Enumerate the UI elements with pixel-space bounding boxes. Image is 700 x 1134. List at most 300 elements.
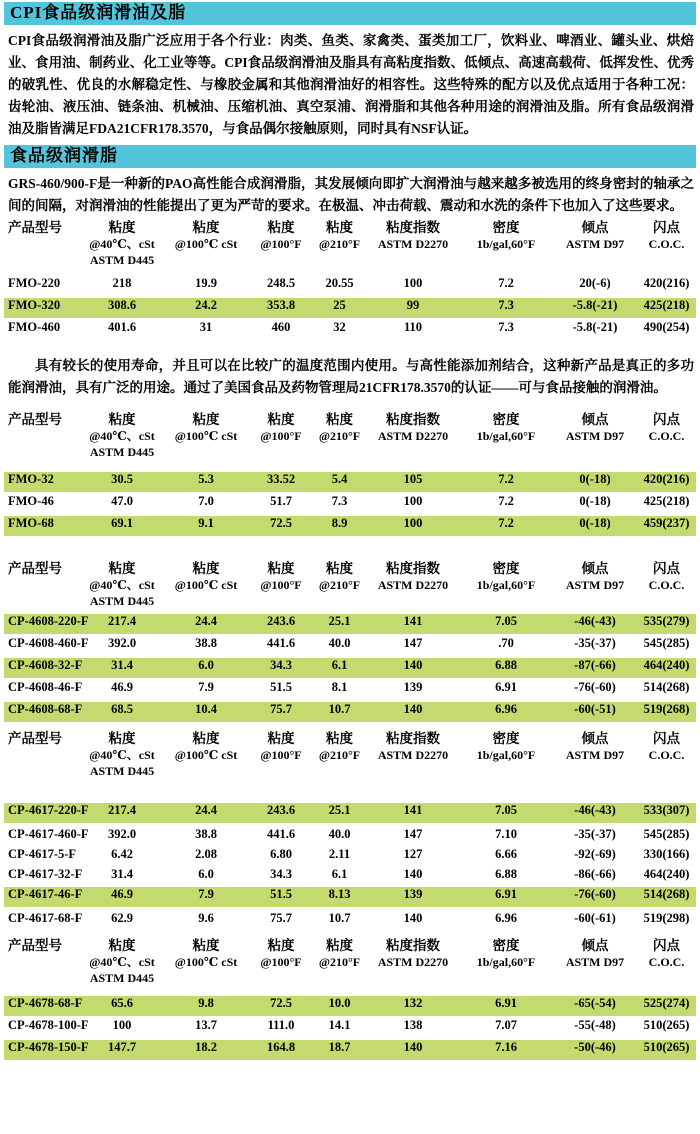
column-header — [637, 560, 696, 593]
value-cell: 38.8 — [195, 827, 217, 841]
table-row — [4, 867, 696, 886]
value-cell: 490(254) — [643, 320, 690, 334]
value-cell: -87(-66) — [574, 658, 616, 672]
value-cell: 19.9 — [195, 276, 217, 290]
column-header-unit: ASTM D97 — [565, 578, 625, 592]
value-cell: 7.3 — [331, 494, 348, 508]
column-header-unit: @100°F — [260, 748, 302, 762]
table-cp-4608-series — [4, 560, 696, 722]
table-fmo-light-grades — [4, 411, 696, 536]
value-cell: 46.9 — [111, 680, 133, 694]
value-cell: 6.91 — [495, 887, 517, 901]
product-model-cell: CP-4678-68-F — [8, 996, 83, 1010]
table-body — [4, 614, 696, 722]
table-row — [4, 803, 696, 823]
column-header — [82, 411, 162, 460]
column-header — [459, 730, 553, 763]
column-header — [162, 219, 250, 252]
column-header-title: 粘度 — [192, 412, 220, 427]
column-header-unit: ASTM D2270 — [377, 237, 449, 251]
table-row — [4, 1018, 696, 1038]
column-header-unit: @40℃、cSt — [89, 578, 155, 592]
column-header-title: 粘度 — [326, 412, 353, 427]
value-cell: 140 — [403, 702, 423, 716]
table-row — [4, 636, 696, 656]
column-header-unit: 1b/gal,60°F — [476, 429, 536, 443]
value-cell: 7.2 — [498, 472, 514, 486]
value-cell: 7.05 — [495, 803, 517, 817]
value-cell: 420(216) — [643, 472, 690, 486]
value-cell: 18.2 — [195, 1040, 217, 1054]
column-header-title: 粘度 — [108, 731, 136, 746]
column-header-unit: ASTM D2270 — [377, 955, 449, 969]
value-cell: 111.0 — [267, 1018, 295, 1032]
value-cell: 25.1 — [328, 803, 351, 817]
value-cell: 72.5 — [270, 996, 292, 1010]
column-header-unit: @210°F — [318, 578, 361, 592]
column-header — [250, 219, 312, 252]
product-model-cell: CP-4617-68-F — [8, 911, 83, 925]
value-cell: 99 — [406, 298, 420, 312]
value-cell: 514(268) — [643, 680, 690, 694]
intro-paragraph: CPI食品级润滑油及脂广泛应用于各个行业：肉类、鱼类、家禽类、蛋类加工厂，饮料业、啤酒业、罐头业、烘焙业、食用油、制药业、化工业等等。CPI食品级润滑油及脂具有高粘度指数、低倾点、高速高载荷、低挥发性、优秀的破乳性、优良的水解稳定性、与橡胶金属和其他润滑油好的相容性。这些特殊的配方以及优点适用于各种工况：齿轮油、液压油、链条油、机械油、压缩机油、真空泵浦、润滑脂和其他各种用途的润滑油及脂。所有食品级润滑油及脂皆满足FDA21CFR178.3570，与食品偶尔接触原则，同时具有NSF认证。 — [8, 33, 694, 136]
table-row — [4, 614, 696, 634]
table-row — [4, 320, 696, 340]
product-model-cell: CP-4617-460-F — [8, 827, 89, 841]
value-cell: 51.5 — [270, 887, 292, 901]
value-cell: 217.4 — [107, 614, 137, 628]
column-header-title: 粘度 — [267, 731, 295, 746]
product-model-cell: CP-4678-100-F — [8, 1018, 89, 1032]
column-header — [553, 411, 637, 444]
table-row — [4, 702, 696, 722]
value-cell: 24.4 — [195, 614, 217, 628]
value-cell: 533(307) — [643, 803, 690, 817]
value-cell: 7.9 — [198, 887, 214, 901]
column-header — [162, 560, 250, 593]
table-row — [4, 298, 696, 318]
column-header-unit: 1b/gal,60°F — [476, 237, 536, 251]
value-cell: -65(-54) — [574, 996, 616, 1010]
column-header-title: 粘度指数 — [386, 220, 440, 235]
table-row — [4, 276, 696, 296]
value-cell: 38.8 — [195, 636, 217, 650]
value-cell: -55(-48) — [574, 1018, 616, 1032]
value-cell: 392.0 — [107, 636, 137, 650]
value-cell: 6.0 — [198, 867, 214, 881]
value-cell: 510(265) — [643, 1040, 690, 1054]
value-cell: 2.08 — [195, 847, 217, 861]
column-header-unit: @100℃ cSt — [174, 429, 238, 443]
value-cell: 7.07 — [495, 1018, 517, 1032]
value-cell: 100 — [403, 516, 423, 530]
column-header — [637, 937, 696, 970]
value-cell: 7.2 — [498, 276, 514, 290]
column-header-model-label: 产品型号 — [8, 561, 62, 576]
value-cell: -35(-37) — [574, 636, 616, 650]
value-cell: 392.0 — [107, 827, 137, 841]
column-header — [553, 560, 637, 593]
value-cell: 519(268) — [643, 702, 690, 716]
value-cell: 545(285) — [643, 827, 690, 841]
table-row — [4, 911, 696, 931]
product-model-cell: CP-4617-32-F — [8, 867, 83, 881]
value-cell: 10.0 — [328, 996, 351, 1010]
value-cell: 75.7 — [270, 702, 292, 716]
value-cell: 10.7 — [328, 702, 351, 716]
value-cell: 425(218) — [643, 298, 690, 312]
column-header-title: 粘度 — [326, 220, 353, 235]
value-cell: 6.88 — [495, 658, 517, 672]
value-cell: 69.1 — [111, 516, 133, 530]
column-header-title: 粘度 — [192, 731, 220, 746]
value-cell: 10.7 — [328, 911, 351, 925]
column-header — [162, 937, 250, 970]
column-header — [250, 937, 312, 970]
column-header-model-label: 产品型号 — [8, 412, 62, 427]
column-header-unit: C.O.C. — [648, 237, 685, 251]
column-header — [459, 560, 553, 593]
column-header-unit: @210°F — [318, 748, 361, 762]
column-header-model — [4, 937, 82, 954]
column-header-unit: C.O.C. — [648, 578, 685, 592]
value-cell: -35(-37) — [574, 827, 616, 841]
product-model-cell: FMO-220 — [8, 276, 61, 290]
column-header-title: 粘度 — [267, 561, 295, 576]
column-header-title: 倾点 — [581, 731, 609, 746]
value-cell: 34.3 — [270, 867, 292, 881]
value-cell: 464(240) — [643, 658, 690, 672]
value-cell: 10.4 — [195, 702, 217, 716]
value-cell: 401.6 — [107, 320, 137, 334]
column-header-method: ASTM D445 — [89, 445, 155, 459]
column-header-title: 密度 — [492, 731, 520, 746]
column-header — [82, 730, 162, 779]
column-header — [312, 219, 367, 252]
value-cell: 18.7 — [328, 1040, 351, 1054]
product-model-cell: FMO-32 — [8, 472, 54, 486]
table-row — [4, 494, 696, 514]
value-cell: 31.4 — [111, 658, 133, 672]
column-header-unit: ASTM D2270 — [377, 429, 449, 443]
column-header-title: 闪点 — [653, 220, 680, 235]
column-header-title: 倾点 — [581, 220, 609, 235]
value-cell: 147 — [403, 827, 423, 841]
column-header-unit: @40℃、cSt — [89, 237, 155, 251]
value-cell: 459(237) — [643, 516, 690, 530]
column-header-title: 粘度指数 — [386, 561, 440, 576]
value-cell: 8.1 — [331, 680, 348, 694]
value-cell: 8.9 — [331, 516, 348, 530]
column-header-unit: @100℃ cSt — [174, 578, 238, 592]
value-cell: .70 — [498, 636, 514, 650]
value-cell: 6.0 — [198, 658, 214, 672]
value-cell: 100 — [403, 494, 423, 508]
value-cell: 25 — [333, 298, 346, 312]
value-cell: 7.9 — [198, 680, 214, 694]
column-header-unit: @100℃ cSt — [174, 955, 238, 969]
table-fmo-heavy-grades — [4, 219, 696, 340]
column-header-title: 粘度 — [326, 938, 353, 953]
value-cell: 24.4 — [195, 803, 217, 817]
value-cell: 353.8 — [266, 298, 296, 312]
column-header-method: ASTM D445 — [89, 253, 155, 267]
value-cell: 138 — [403, 1018, 423, 1032]
value-cell: 460 — [271, 320, 291, 334]
value-cell: -86(-66) — [574, 867, 616, 881]
value-cell: -50(-46) — [574, 1040, 616, 1054]
column-header — [312, 730, 367, 763]
column-header-title: 倾点 — [581, 561, 609, 576]
column-header-unit: ASTM D97 — [565, 748, 625, 762]
column-header — [637, 411, 696, 444]
value-cell: 243.6 — [266, 614, 296, 628]
value-cell: 34.3 — [270, 658, 292, 672]
value-cell: 218 — [112, 276, 132, 290]
column-header-title: 闪点 — [653, 561, 680, 576]
value-cell: 7.2 — [498, 516, 514, 530]
value-cell: 6.1 — [331, 867, 348, 881]
column-header — [82, 219, 162, 268]
value-cell: -60(-61) — [574, 911, 616, 925]
column-header-title: 粘度 — [192, 938, 220, 953]
value-cell: 9.8 — [198, 996, 214, 1010]
value-cell: 72.5 — [270, 516, 292, 530]
product-model-cell: FMO-68 — [8, 516, 54, 530]
table-row — [4, 516, 696, 536]
value-cell: 9.1 — [198, 516, 214, 530]
value-cell: 100 — [403, 276, 423, 290]
column-header — [367, 411, 459, 444]
table-row — [4, 847, 696, 866]
column-header-title: 粘度指数 — [386, 412, 440, 427]
product-model-cell: CP-4608-68-F — [8, 702, 83, 716]
column-header-title: 密度 — [492, 938, 520, 953]
product-model-cell: FMO-320 — [8, 298, 61, 312]
column-header-unit: @210°F — [318, 955, 361, 969]
value-cell: 46.9 — [111, 887, 133, 901]
value-cell: 2.11 — [328, 847, 351, 861]
value-cell: 68.5 — [111, 702, 133, 716]
column-header-unit: 1b/gal,60°F — [476, 748, 536, 762]
column-header — [367, 560, 459, 593]
column-header-model — [4, 411, 82, 428]
table-body — [4, 276, 696, 340]
column-header-unit: @210°F — [318, 429, 361, 443]
table-header-row — [4, 411, 696, 460]
value-cell: 51.7 — [270, 494, 292, 508]
column-header — [312, 560, 367, 593]
table-row — [4, 658, 696, 678]
column-header-title: 粘度指数 — [386, 938, 440, 953]
column-header — [162, 730, 250, 763]
value-cell: 7.0 — [198, 494, 214, 508]
value-cell: 420(216) — [643, 276, 690, 290]
table-row — [4, 680, 696, 700]
value-cell: 24.2 — [195, 298, 217, 312]
column-header — [459, 219, 553, 252]
product-model-cell: CP-4617-5-F — [8, 847, 77, 861]
table-cp-4617-series — [4, 730, 696, 931]
product-model-cell: CP-4608-32-F — [8, 658, 83, 672]
value-cell: 40.0 — [328, 636, 351, 650]
value-cell: 141 — [403, 614, 423, 628]
value-cell: 7.3 — [498, 320, 514, 334]
value-cell: -76(-60) — [574, 680, 616, 694]
value-cell: -5.8(-21) — [572, 320, 618, 334]
column-header-unit: @100°F — [260, 237, 302, 251]
value-cell: 6.88 — [495, 867, 517, 881]
fmo-note-paragraph: 具有较长的使用寿命，并且可以在比较广的温度范围内使用。与高性能添加剂结合，这种新产品是真正的多功能润滑油，具有广泛的用途。通过了美国食品及药物管理局21CFR178.3570的认证——可与食品接触的润滑油。 — [8, 358, 694, 395]
value-cell: 510(265) — [643, 1018, 690, 1032]
column-header — [459, 937, 553, 970]
value-cell: 425(218) — [643, 494, 690, 508]
table-header-row — [4, 937, 696, 986]
value-cell: 441.6 — [266, 827, 296, 841]
table-cp-4678-series — [4, 937, 696, 1060]
value-cell: 13.7 — [195, 1018, 217, 1032]
column-header-unit: C.O.C. — [648, 955, 685, 969]
value-cell: 47.0 — [111, 494, 133, 508]
value-cell: 330(166) — [643, 847, 690, 861]
value-cell: 127 — [403, 847, 423, 861]
column-header-unit: @40℃、cSt — [89, 955, 155, 969]
value-cell: 545(285) — [643, 636, 690, 650]
table-row — [4, 472, 696, 492]
column-header-title: 粘度指数 — [386, 731, 440, 746]
value-cell: 525(274) — [643, 996, 690, 1010]
value-cell: -46(-43) — [574, 614, 616, 628]
value-cell: 105 — [403, 472, 423, 486]
column-header-title: 粘度 — [108, 412, 136, 427]
value-cell: 140 — [403, 911, 423, 925]
value-cell: 20.55 — [325, 276, 354, 290]
column-header-unit: @100°F — [260, 429, 302, 443]
value-cell: 6.1 — [331, 658, 348, 672]
value-cell: 0(-18) — [579, 494, 611, 508]
value-cell: 25.1 — [328, 614, 351, 628]
column-header-model-label: 产品型号 — [8, 220, 62, 235]
table-row — [4, 1040, 696, 1060]
column-header-title: 粘度 — [192, 220, 220, 235]
value-cell: 217.4 — [107, 803, 137, 817]
column-header-model — [4, 560, 82, 577]
value-cell: 140 — [403, 867, 423, 881]
value-cell: 31 — [199, 320, 213, 334]
column-header — [367, 219, 459, 252]
value-cell: 140 — [403, 658, 423, 672]
column-header-title: 粘度 — [108, 561, 136, 576]
value-cell: 7.16 — [495, 1040, 517, 1054]
value-cell: 141 — [403, 803, 423, 817]
table-header-row — [4, 219, 696, 268]
column-header-unit: @100°F — [260, 955, 302, 969]
value-cell: -76(-60) — [574, 887, 616, 901]
column-header-unit: C.O.C. — [648, 429, 685, 443]
value-cell: 62.9 — [111, 911, 133, 925]
value-cell: 7.10 — [495, 827, 517, 841]
column-header-unit: @40℃、cSt — [89, 429, 155, 443]
column-header-method: ASTM D445 — [89, 594, 155, 608]
value-cell: 31.4 — [111, 867, 133, 881]
column-header-title: 密度 — [492, 561, 520, 576]
value-cell: 75.7 — [270, 911, 292, 925]
column-header-unit: 1b/gal,60°F — [476, 578, 536, 592]
value-cell: 7.2 — [498, 494, 514, 508]
table-row — [4, 996, 696, 1016]
value-cell: 51.5 — [270, 680, 292, 694]
column-header-title: 闪点 — [653, 938, 680, 953]
value-cell: 6.91 — [495, 680, 517, 694]
section-title-grease: 食品级润滑脂 — [4, 145, 696, 168]
value-cell: 243.6 — [266, 803, 296, 817]
value-cell: 6.96 — [495, 911, 517, 925]
value-cell: 8.13 — [328, 887, 351, 901]
table-row — [4, 887, 696, 907]
column-header-unit: @210°F — [318, 237, 361, 251]
column-header-model — [4, 730, 82, 747]
column-header — [553, 937, 637, 970]
column-header — [250, 730, 312, 763]
value-cell: 9.6 — [198, 911, 214, 925]
column-header-unit: 1b/gal,60°F — [476, 955, 536, 969]
column-header-title: 闪点 — [653, 412, 680, 427]
column-header-unit: ASTM D97 — [565, 955, 625, 969]
column-header-title: 粘度 — [108, 220, 136, 235]
column-header — [553, 219, 637, 252]
column-header-unit: C.O.C. — [648, 748, 685, 762]
value-cell: 6.96 — [495, 702, 517, 716]
column-header — [367, 730, 459, 763]
value-cell: 20(-6) — [579, 276, 611, 290]
column-header-unit: @40℃、cSt — [89, 748, 155, 762]
value-cell: 519(298) — [643, 911, 690, 925]
table-body — [4, 996, 696, 1060]
value-cell: 535(279) — [643, 614, 690, 628]
column-header — [637, 730, 696, 763]
value-cell: 248.5 — [266, 276, 296, 290]
column-header — [553, 730, 637, 763]
column-header-method: ASTM D445 — [89, 971, 155, 985]
column-header — [312, 411, 367, 444]
value-cell: -46(-43) — [574, 803, 616, 817]
value-cell: 164.8 — [266, 1040, 296, 1054]
value-cell: -92(-69) — [574, 847, 616, 861]
value-cell: 0(-18) — [579, 516, 611, 530]
column-header-model — [4, 219, 82, 236]
column-header-title: 密度 — [492, 412, 520, 427]
value-cell: 464(240) — [643, 867, 690, 881]
column-header-method: ASTM D445 — [89, 764, 155, 778]
value-cell: 32 — [333, 320, 346, 334]
value-cell: 40.0 — [328, 827, 351, 841]
product-model-cell: CP-4608-460-F — [8, 636, 89, 650]
column-header-unit: ASTM D97 — [565, 429, 625, 443]
column-header-title: 倾点 — [581, 938, 609, 953]
column-header — [312, 937, 367, 970]
product-model-cell: CP-4608-46-F — [8, 680, 83, 694]
value-cell: -5.8(-21) — [572, 298, 618, 312]
value-cell: 147 — [403, 636, 423, 650]
column-header-title: 粘度 — [267, 938, 295, 953]
column-header — [250, 560, 312, 593]
column-header-model-label: 产品型号 — [8, 938, 62, 953]
column-header-title: 粘度 — [326, 731, 353, 746]
value-cell: 0(-18) — [579, 472, 611, 486]
column-header — [82, 560, 162, 609]
column-header — [162, 411, 250, 444]
column-header-unit: ASTM D2270 — [377, 578, 449, 592]
